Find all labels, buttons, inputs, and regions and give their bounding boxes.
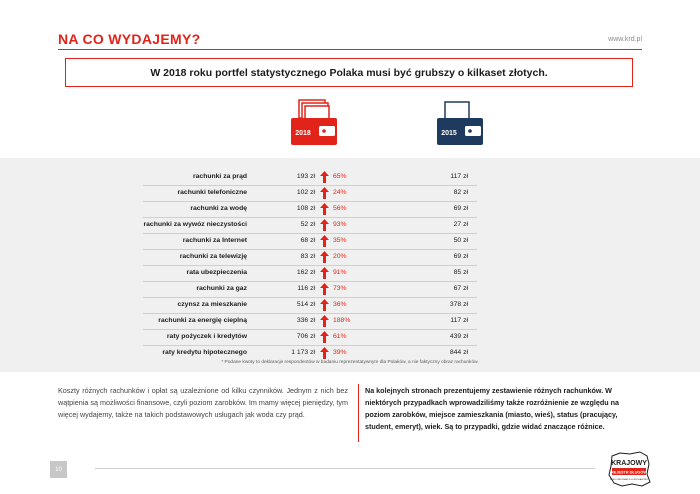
- column-divider: [358, 384, 359, 442]
- footer-divider: [95, 468, 595, 469]
- row-label: rachunki za prąd: [192, 173, 247, 180]
- value-2015: 69 zł: [453, 205, 468, 212]
- row-label: raty kredytu hipotecznego: [162, 349, 247, 356]
- value-2015: 117 zł: [450, 173, 468, 180]
- row-label: rachunki za wodę: [190, 205, 247, 212]
- value-2015: 69 zł: [453, 253, 468, 260]
- table-row: [0, 170, 700, 186]
- arrow-up-icon: [320, 299, 329, 311]
- svg-text:BIURO INFORMACJI GOSPODARCZEJ: BIURO INFORMACJI GOSPODARCZEJ: [610, 479, 648, 481]
- table-row: [0, 314, 700, 330]
- table-row: [0, 250, 700, 266]
- value-2018: 514 zł: [296, 301, 315, 308]
- row-label: rachunki za wywóz nieczystości: [143, 221, 247, 228]
- row-label: rachunki za telewizję: [179, 253, 247, 260]
- header-divider: [58, 49, 642, 50]
- change-percent: 35%: [333, 237, 347, 244]
- table-row: [0, 234, 700, 250]
- row-label: rachunki za energię cieplną: [158, 317, 247, 324]
- value-2018: 336 zł: [296, 317, 315, 324]
- arrow-up-icon: [320, 187, 329, 199]
- change-percent: 91%: [333, 269, 347, 276]
- change-percent: 24%: [333, 189, 347, 196]
- change-percent: 188%: [333, 317, 351, 324]
- arrow-up-icon: [320, 219, 329, 231]
- value-2018: 68 zł: [300, 237, 315, 244]
- footnote: * Podane kwoty to deklaracje respondentów w badaniu reprezentatywnym dla Polaków, a nie faktyczny obraz rachunków.: [221, 360, 479, 365]
- value-2015: 82 zł: [453, 189, 468, 196]
- value-2018: 193 zł: [296, 173, 315, 180]
- table-row: [0, 186, 700, 202]
- value-2018: 108 zł: [296, 205, 315, 212]
- table-row: [0, 218, 700, 234]
- value-2018: 83 zł: [300, 253, 315, 260]
- value-2018: 162 zł: [296, 269, 315, 276]
- change-percent: 73%: [333, 285, 347, 292]
- value-2018: 102 zł: [296, 189, 315, 196]
- comparison-table: [0, 170, 700, 362]
- wallet-2015-label: 2015: [441, 130, 457, 137]
- value-2018: 52 zł: [300, 221, 315, 228]
- row-label: rachunki za Internet: [182, 237, 247, 244]
- row-label: rachunki telefoniczne: [177, 189, 247, 196]
- arrow-up-icon: [320, 283, 329, 295]
- row-label: rachunki za gaz: [196, 285, 247, 292]
- arrow-up-icon: [320, 347, 329, 359]
- change-percent: 20%: [333, 253, 347, 260]
- arrow-up-icon: [320, 331, 329, 343]
- change-percent: 36%: [333, 301, 347, 308]
- krd-logo: [606, 450, 652, 488]
- table-row: [0, 282, 700, 298]
- svg-text:KRAJOWY: KRAJOWY: [611, 460, 647, 467]
- table-row: [0, 298, 700, 314]
- value-2015: 439 zł: [449, 333, 468, 340]
- value-2015: 844 zł: [449, 349, 468, 356]
- value-2015: 117 zł: [450, 317, 468, 324]
- change-percent: 65%: [333, 173, 347, 180]
- change-percent: 61%: [333, 333, 347, 340]
- headline-text: W 2018 roku portfel statystycznego Polaka musi być grubszy o kilkaset złotych.: [150, 66, 548, 79]
- value-2018: 706 zł: [296, 333, 315, 340]
- value-2018: 116 zł: [297, 285, 315, 292]
- body-text-right: Na kolejnych stronach prezentujemy zestawienie różnych rachunków. W niektórych przypadkach wprowadziliśmy także rozróżnienie ze względu na poziom zarobków, miejsce zamieszkania (miasto, wieś), status (pracujący, student, emeryt), wiek. Są to przypadki, gdzie widać znaczące różnice.: [365, 386, 620, 431]
- value-2018: 1 173 zł: [291, 349, 315, 356]
- arrow-up-icon: [320, 203, 329, 215]
- change-percent: 39%: [333, 349, 347, 356]
- arrow-up-icon: [320, 251, 329, 263]
- table-row: [0, 202, 700, 218]
- wallet-2018-label: 2018: [295, 130, 311, 137]
- value-2015: 50 zł: [453, 237, 468, 244]
- value-2015: 85 zł: [453, 269, 468, 276]
- value-2015: 27 zł: [453, 221, 468, 228]
- headline-banner: [65, 58, 633, 87]
- change-percent: 93%: [333, 221, 347, 228]
- table-row: [0, 266, 700, 282]
- site-url[interactable]: www.krd.pl: [608, 36, 642, 43]
- svg-text:REJESTR DŁUGÓW: REJESTR DŁUGÓW: [611, 470, 647, 475]
- row-label: rata ubezpieczenia: [186, 269, 247, 276]
- page-number: 10: [50, 461, 67, 478]
- row-label: raty pożyczek i kredytów: [166, 333, 247, 340]
- arrow-up-icon: [320, 267, 329, 279]
- body-text-left: Koszty różnych rachunków i opłat są uzależnione od kilku czynników. Jednym z nich bez wątpienia są możliwości finansowe, czyli poziom zarobków. Im mamy więcej pieniędzy, tym więcej wydajemy, także na takich podstawowych usługach jak woda czy prąd.: [58, 386, 348, 419]
- arrow-up-icon: [320, 315, 329, 327]
- wallet-2018-icon: [289, 98, 341, 148]
- arrow-up-icon: [320, 171, 329, 183]
- change-percent: 56%: [333, 205, 347, 212]
- page-title: NA CO WYDAJEMY?: [58, 31, 201, 47]
- arrow-up-icon: [320, 235, 329, 247]
- table-row: [0, 330, 700, 346]
- value-2015: 378 zł: [449, 301, 468, 308]
- wallet-2015-icon: [435, 98, 487, 148]
- row-label: czynsz za mieszkanie: [177, 301, 247, 308]
- value-2015: 67 zł: [453, 285, 468, 292]
